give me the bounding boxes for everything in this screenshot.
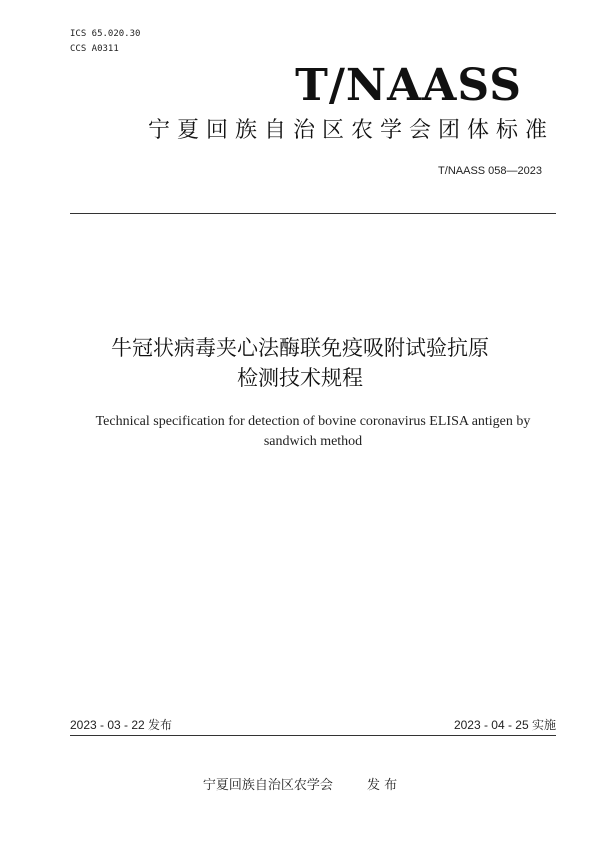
title-line-2: 检测技术规程 bbox=[237, 366, 363, 390]
publisher-name: 宁夏回族自治区农学会 bbox=[202, 778, 333, 793]
document-title-english: Technical specification for detection of bovine coronavirus ELISA antigen by sandwich method bbox=[95, 414, 531, 449]
classification-codes bbox=[70, 27, 140, 57]
ics-code: ICS 65.020.30 bbox=[70, 29, 141, 39]
ccs-code: CCS A0311 bbox=[70, 44, 119, 54]
publish-label: 发 布 bbox=[366, 778, 398, 793]
top-divider bbox=[70, 213, 556, 214]
standard-logo: T/NAASS bbox=[295, 60, 522, 111]
document-title-chinese bbox=[40, 333, 560, 393]
issue-date: 2023 - 03 - 22 发布 bbox=[70, 718, 173, 732]
implementation-date: 2023 - 04 - 25 实施 bbox=[453, 718, 556, 732]
bottom-divider bbox=[70, 735, 556, 736]
title-line-1: 牛冠状病毒夹心法酶联免疫吸附试验抗原 bbox=[111, 336, 489, 360]
organization-title: 宁夏回族自治区农学会团体标准 bbox=[147, 118, 554, 143]
standard-number: T/NAASS 058—2023 bbox=[438, 165, 542, 177]
publisher-line bbox=[0, 776, 600, 796]
